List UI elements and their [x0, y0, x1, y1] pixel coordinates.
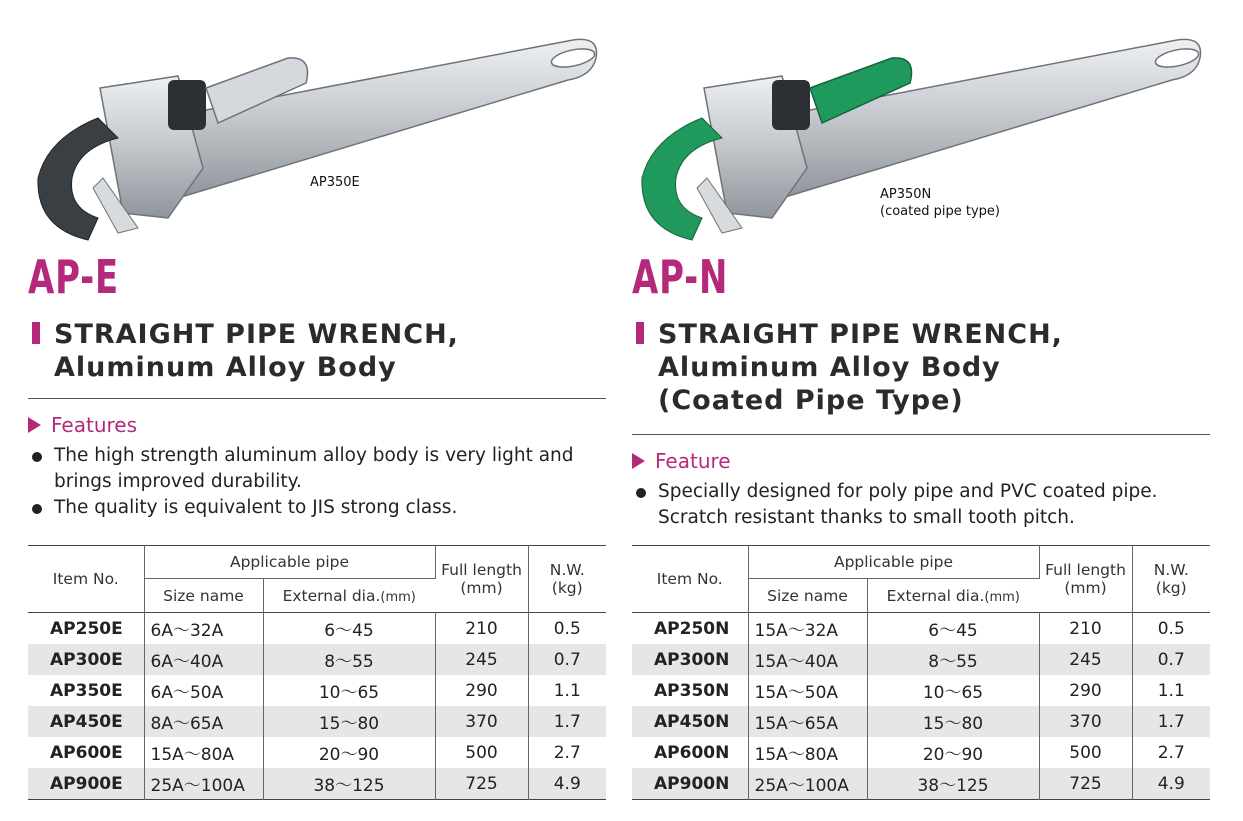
- wrench-photo: [632, 28, 1212, 248]
- triangle-bullet-icon: [632, 453, 645, 469]
- col-external: External dia.(mm): [263, 579, 435, 613]
- photo-caption: AP350N (coated pipe type): [880, 187, 1000, 219]
- col-item: Item No.: [632, 546, 748, 613]
- title-line-3: (Coated Pipe Type): [658, 385, 964, 416]
- model-name: AP-N: [632, 250, 729, 304]
- divider: [632, 434, 1210, 435]
- product-panel-ap-e: [28, 0, 608, 821]
- features-heading: Features: [28, 413, 137, 437]
- col-size: Size name: [144, 579, 263, 613]
- features-list: [632, 479, 1210, 531]
- triangle-bullet-icon: [28, 417, 41, 433]
- title-line-1: STRAIGHT PIPE WRENCH,: [658, 319, 1063, 350]
- table-row: AP350E 6A～50A 10～65 290 1.1: [28, 675, 606, 706]
- features-heading: Feature: [632, 449, 731, 473]
- col-length: Full length (mm): [435, 546, 528, 613]
- bullet-icon: [636, 488, 646, 498]
- product-title: [632, 318, 1212, 417]
- title-accent-bar: [32, 322, 40, 344]
- table-row: AP350N 15A～50A 10～65 290 1.1: [632, 675, 1210, 706]
- table-row: AP300N 15A～40A 8～55 245 0.7: [632, 644, 1210, 675]
- model-name: AP-E: [28, 250, 120, 304]
- col-external: External dia.(mm): [867, 579, 1039, 613]
- table-row: AP900N 25A～100A 38～125 725 4.9: [632, 768, 1210, 800]
- title-accent-bar: [636, 322, 644, 344]
- spec-table: [28, 545, 606, 800]
- table-row: AP250N 15A～32A 6～45 210 0.5: [632, 613, 1210, 645]
- features-list: [28, 443, 606, 521]
- table-row: AP600E 15A～80A 20～90 500 2.7: [28, 737, 606, 768]
- bullet-icon: [32, 452, 42, 462]
- col-pipe: Applicable pipe: [748, 546, 1039, 579]
- table-row: AP600N 15A～80A 20～90 500 2.7: [632, 737, 1210, 768]
- feature-item: The high strength aluminum alloy body is very light and brings improved durability.: [28, 443, 606, 495]
- col-item: Item No.: [28, 546, 144, 613]
- title-line-2: Aluminum Alloy Body: [54, 352, 397, 383]
- bullet-icon: [32, 504, 42, 514]
- photo-caption: AP350E: [310, 175, 360, 190]
- title-line-2: Aluminum Alloy Body: [658, 352, 1001, 383]
- wrench-photo: [28, 28, 608, 248]
- table-row: AP450N 15A～65A 15～80 370 1.7: [632, 706, 1210, 737]
- divider: [28, 398, 606, 399]
- table-row: AP900E 25A～100A 38～125 725 4.9: [28, 768, 606, 800]
- table-row: AP300E 6A～40A 8～55 245 0.7: [28, 644, 606, 675]
- col-size: Size name: [748, 579, 867, 613]
- pipe-wrench-icon: [28, 28, 608, 248]
- col-weight: N.W. (kg): [549, 561, 585, 597]
- col-length: Full length (mm): [1039, 546, 1132, 613]
- col-weight: N.W. (kg): [1153, 561, 1189, 597]
- product-title: [28, 318, 608, 384]
- feature-item: The quality is equivalent to JIS strong class.: [28, 495, 606, 521]
- table-row: AP450E 8A～65A 15～80 370 1.7: [28, 706, 606, 737]
- title-line-1: STRAIGHT PIPE WRENCH,: [54, 319, 459, 350]
- product-panel-ap-n: [632, 0, 1212, 821]
- spec-table: [632, 545, 1210, 800]
- table-row: AP250E 6A～32A 6～45 210 0.5: [28, 613, 606, 645]
- feature-item: Specially designed for poly pipe and PVC coated pipe. Scratch resistant thanks to small tooth pitch.: [632, 479, 1210, 531]
- col-pipe: Applicable pipe: [144, 546, 435, 579]
